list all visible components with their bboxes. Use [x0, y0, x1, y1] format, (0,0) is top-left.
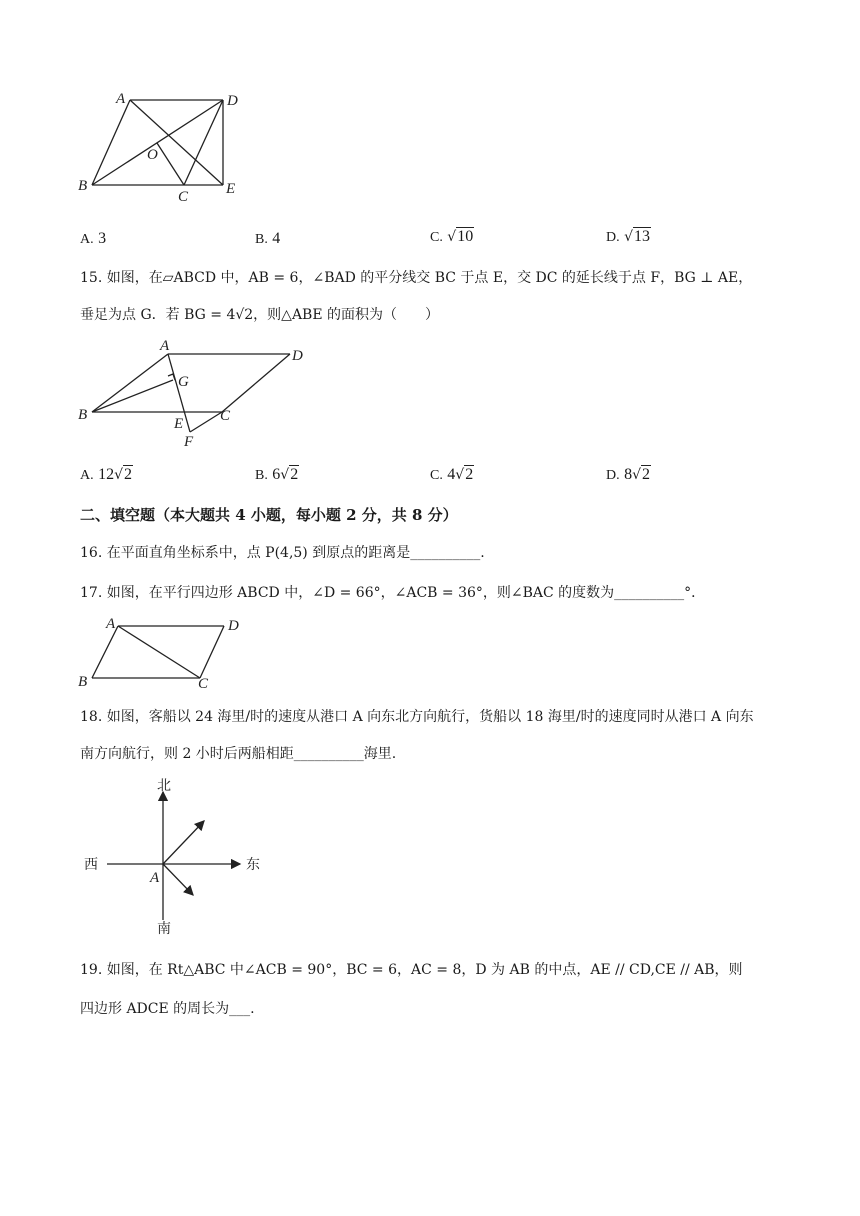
sqrt-symbol: √10: [447, 228, 474, 245]
sqrt-symbol: √2: [280, 466, 299, 483]
q14-option-a[interactable]: A. 3: [80, 230, 107, 247]
east-label: 东: [246, 858, 260, 873]
q14-option-d[interactable]: D. √13: [606, 228, 650, 245]
q15-option-b[interactable]: B. 6√2: [255, 466, 299, 483]
q15-figure: [72, 338, 322, 453]
q14-label-a: A: [116, 91, 126, 107]
q15-line1: 15. 如图，在▱ABCD 中，AB = 6，∠BAD 的平分线交 BC 于点 E，交 DC 的延长线于点 F，BG ⊥ AE，: [80, 270, 753, 286]
q15-label-g: G: [178, 374, 189, 390]
q14-label-e: E: [226, 181, 236, 197]
q17-label-b: B: [78, 674, 88, 690]
q19-line1: 19. 如图，在 Rt△ABC 中∠ACB = 90°，BC = 6，AC = 8，D 为 AB 的中点，AE // CD,CE // AB，则: [80, 962, 743, 978]
q15-label-e: E: [174, 416, 184, 432]
q15-label-c: C: [220, 408, 231, 424]
q15-label-f: F: [184, 434, 194, 450]
q14-label-c: C: [178, 189, 189, 205]
q17-label-c: C: [198, 676, 209, 692]
sqrt-symbol: √2: [632, 466, 650, 483]
q14-label-o: O: [147, 147, 158, 163]
q17-label-a: A: [106, 616, 116, 632]
sqrt-symbol: √2: [114, 466, 132, 483]
north-label: 北: [157, 779, 171, 794]
south-label: 南: [157, 922, 171, 937]
q14-figure: [70, 85, 260, 205]
q18-compass-figure: [80, 770, 280, 940]
sqrt-symbol: √2: [455, 466, 474, 483]
q17-label-d: D: [228, 618, 239, 634]
origin-label: A: [150, 870, 160, 886]
q14-label-d: D: [227, 93, 238, 109]
q15-option-a[interactable]: A. 12√2: [80, 466, 132, 483]
q15-option-d[interactable]: D. 8√2: [606, 466, 650, 483]
q14-option-b[interactable]: B. 4: [255, 230, 281, 247]
section-title: 二、填空题（本大题共 4 小题，每小题 2 分，共 8 分）: [80, 506, 458, 524]
q15-label-b: B: [78, 407, 88, 423]
q18-line2: 南方向航行，则 2 小时后两船相距__________海里.: [80, 746, 397, 762]
q17-text: 17. 如图，在平行四边形 ABCD 中，∠D = 66°，∠ACB = 36°，则∠BAC 的度数为__________°．: [80, 585, 706, 601]
q14-label-b: B: [78, 178, 88, 194]
q19-line2: 四边形 ADCE 的周长为___.: [80, 1001, 255, 1017]
q16-text: 16. 在平面直角坐标系中，点 P(4,5) 到原点的距离是__________.: [80, 545, 485, 561]
q14-option-c[interactable]: C. √10: [430, 228, 474, 245]
q15-option-c[interactable]: C. 4√2: [430, 466, 474, 483]
q18-line1: 18. 如图，客船以 24 海里/时的速度从港口 A 向东北方向航行，货船以 18 海里/时的速度同时从港口 A 向东: [80, 709, 754, 725]
q15-label-a: A: [160, 338, 170, 354]
q17-figure: [72, 612, 252, 692]
sqrt-symbol: √13: [624, 228, 650, 245]
q15-label-d: D: [292, 348, 303, 364]
q15-line2: 垂足为点 G．若 BG = 4√2，则△ABE 的面积为（ ）: [80, 307, 440, 323]
west-label: 西: [84, 858, 98, 873]
